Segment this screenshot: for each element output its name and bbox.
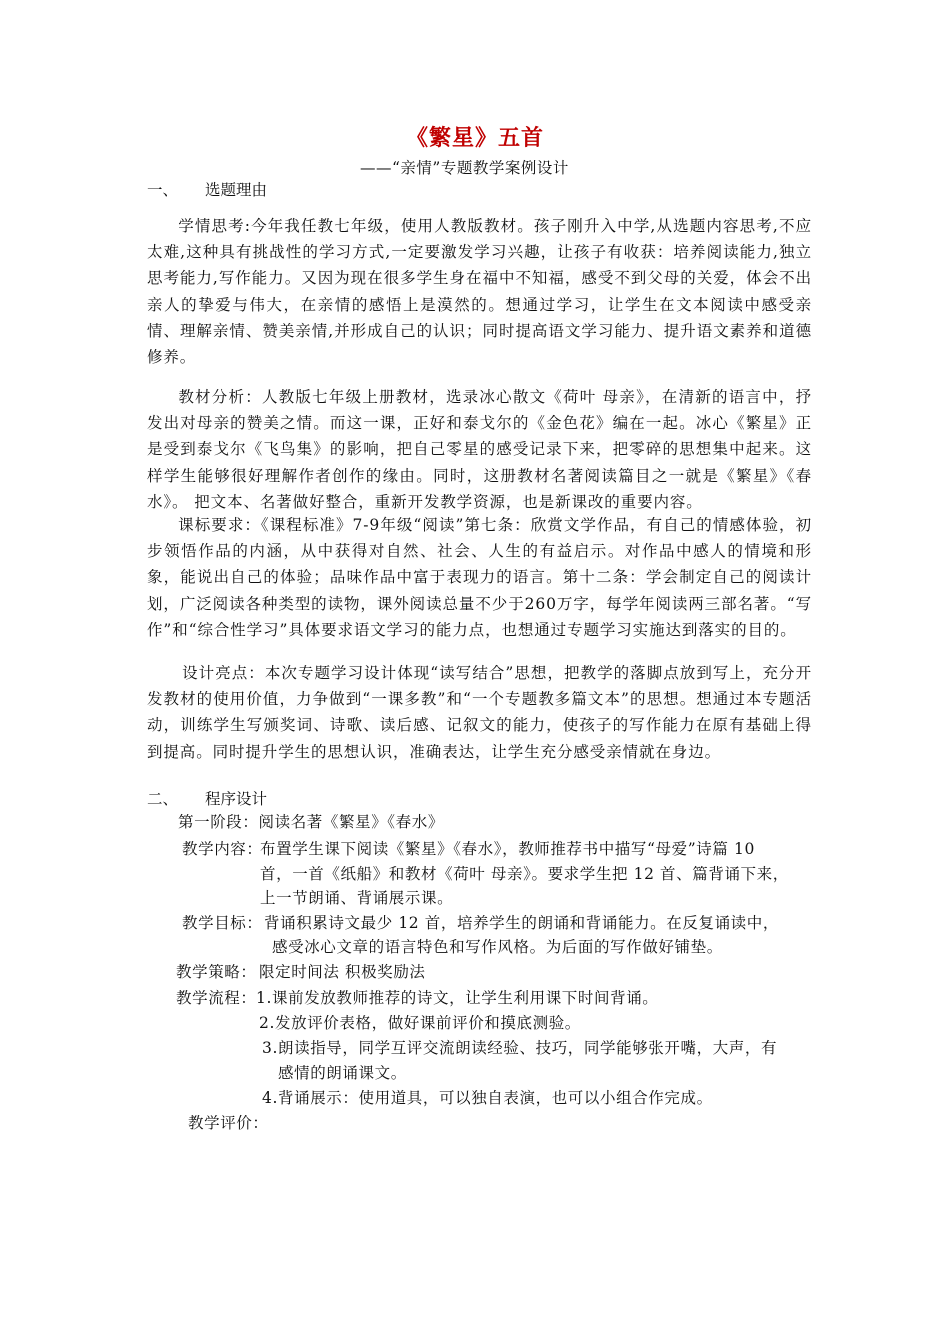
- flow-step-1: 1.课前发放教师推荐的诗文，让学生利用课下时间背诵。: [256, 989, 659, 1007]
- goal-line-2: 感受冰心文章的语言特色和写作风格。为后面的写作做好铺垫。: [272, 938, 723, 956]
- document-title: 《繁星》五首: [405, 125, 544, 151]
- stage-one: 第一阶段：阅读名著《繁星》《春水》: [178, 813, 444, 831]
- section-1-number: 一、: [147, 181, 179, 199]
- strategy-label: 教学策略：: [176, 963, 257, 981]
- flow-label: 教学流程：: [176, 989, 257, 1007]
- section-2-heading: [147, 787, 267, 809]
- flow-step-4: 4.背诵展示：使用道具，可以独自表演，也可以小组合作完成。: [262, 1089, 713, 1107]
- content-label: 教学内容：: [182, 840, 263, 858]
- paragraph-curriculum-requirements: 课标要求：《课程标准》7-9年级“阅读”第七条：欣赏文学作品，有自己的情感体验，初步领悟作品的内涵，从中获得对自然、社会、人生的有益启示。对作品中感人的情境和形象，能说出自己的体验；品味作品中富于表现力的语言。第十二条：学会制定自己的阅读计划，广泛阅读各种类型的读物，课外阅读总量不少于260万字，每学年阅读两三部名著。“写作”和“综合性学习”具体要求语文学习的能力点，也想通过专题学习实施达到落实的目的。: [147, 516, 812, 639]
- goal-line-1: 背诵积累诗文最少 12 首，培养学生的朗诵和背诵能力。在反复诵读中，: [264, 914, 779, 932]
- flow-step-2: 2.发放评价表格，做好课前评价和摸底测验。: [259, 1014, 581, 1032]
- section-1-heading: [147, 178, 267, 200]
- section-2-number: 二、: [147, 790, 179, 808]
- paragraph-textbook-analysis: 教材分析：人教版七年级上册教材，选录冰心散文《荷叶 母亲》，在清新的语言中，抒发出对母亲的赞美之情。而这一课，正好和泰戈尔的《金色花》编在一起。冰心《繁星》正是受到泰戈尔《飞鸟集》的影响，把自己零星的感受记录下来，把零碎的思想集中起来。这样学生能够很好理解作者创作的缘由。同时，这册教材名著阅读篇目之一就是《繁星》《春水》。 把文本、名著做好整合，重新开发教学资源，也是新课改的重要内容。: [147, 388, 812, 511]
- content-line-2: 首，一首《纸船》和教材《荷叶 母亲》。要求学生把 12 首、篇背诵下来，: [260, 865, 789, 883]
- content-line-3: 上一节朗诵、背诵展示课。: [260, 889, 454, 907]
- section-2-title: 程序设计: [205, 790, 268, 808]
- section-1-title: 选题理由: [205, 181, 268, 199]
- flow-step-3-cont: 感情的朗诵课文。: [278, 1064, 407, 1082]
- content-line-1: 布置学生课下阅读《繁星》《春水》，教师推荐书中描写“母爱”诗篇 10: [260, 840, 755, 858]
- goal-label: 教学目标：: [182, 914, 263, 932]
- document-subtitle: ——“亲情”专题教学案例设计: [360, 159, 569, 177]
- paragraph-design-highlights: 设计亮点：本次专题学习设计体现“读写结合”思想，把教学的落脚点放到写上，充分开发教材的使用价值，力争做到“一课多教”和“一个专题教多篇文本”的思想。想通过本专题活动，训练学生写颁奖词、诗歌、读后感、记叙文的能力，使孩子的写作能力在原有基础上得到提高。同时提升学生的思想认识，准确表达，让学生充分感受亲情就在身边。: [147, 664, 812, 761]
- strategy-text: 限定时间法 积极奖励法: [259, 963, 426, 981]
- flow-step-3: 3.朗读指导，同学互评交流朗读经验、技巧，同学能够张开嘴，大声，有: [262, 1039, 778, 1057]
- paragraph-learning-analysis: 学情思考:今年我任教七年级，使用人教版教材。孩子刚升入中学,从选题内容思考,不应太难,这种具有挑战性的学习方式,一定要激发学习兴趣，让孩子有收获：培养阅读能力,独立思考能力,写作能力。又因为现在很多学生身在福中不知福，感受不到父母的关爱，体会不出亲人的挚爱与伟大，在亲情的感悟上是漠然的。想通过学习，让学生在文本阅读中感受亲情、理解亲情、赞美亲情,并形成自己的认识；同时提高语文学习能力、提升语文素养和道德修养。: [147, 217, 812, 367]
- evaluation-label: 教学评价：: [188, 1114, 269, 1132]
